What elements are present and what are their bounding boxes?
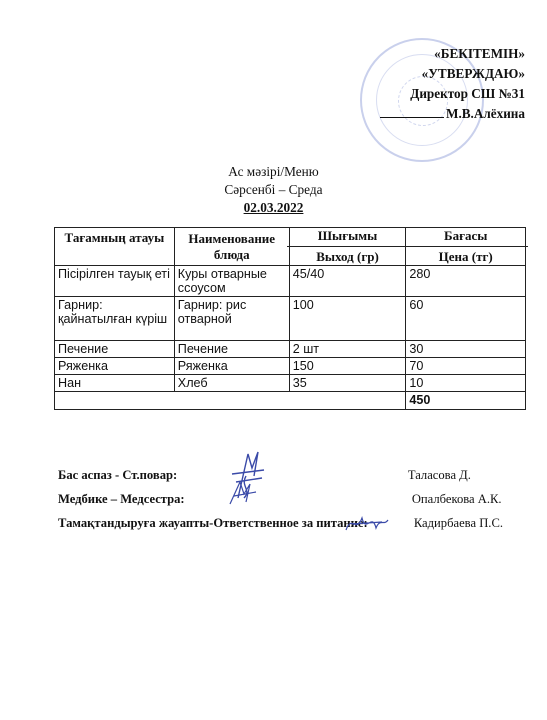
col-price [406, 228, 526, 266]
menu-table [54, 227, 526, 410]
row-price: 60 [406, 297, 526, 341]
row-name-ru: Куры отварные ссоусом [174, 266, 289, 297]
approval-org: «БЕКІТЕМІН» [434, 46, 525, 61]
signature-labels [58, 463, 368, 535]
chef-label: Бас аспаз - Ст.повар: [58, 468, 178, 482]
col-yield-kz: Шығымы [287, 228, 409, 247]
table-row [55, 375, 526, 392]
signature-names [408, 463, 503, 535]
total-spacer [55, 392, 406, 410]
resp-label: Тамақтандыруға жауапты-Ответственное за питание: [58, 516, 368, 530]
row-yield: 45/40 [289, 266, 406, 297]
row-name-ru: Гарнир: рис отварной [174, 297, 289, 341]
menu-date: 02.03.2022 [243, 200, 304, 215]
table-row [55, 297, 526, 341]
nurse-signature [226, 478, 266, 508]
approval-director: Директор СШ №31 [410, 86, 525, 101]
signature-blank [380, 105, 444, 118]
row-yield: 35 [289, 375, 406, 392]
row-price: 10 [406, 375, 526, 392]
col-yield [289, 228, 406, 266]
row-name-kz: Гарнир: қайнатылған күріш [55, 297, 175, 341]
row-price: 30 [406, 341, 526, 358]
row-yield: 2 шт [289, 341, 406, 358]
table-row [55, 341, 526, 358]
col-price-kz: Бағасы [403, 228, 528, 247]
approval-block [380, 44, 525, 124]
resp-signature [342, 508, 392, 538]
menu-title: Ас мәзірі/Меню [228, 164, 319, 179]
approval-director-name: М.В.Алёхина [446, 106, 525, 121]
menu-day: Сәрсенбі – Среда [224, 182, 323, 197]
table-row [55, 266, 526, 297]
nurse-label: Медбике – Медсестра: [58, 492, 185, 506]
menu-header [0, 163, 547, 217]
nurse-name: Опалбекова А.К. [411, 492, 502, 506]
row-yield: 150 [289, 358, 406, 375]
chef-name: Таласова Д. [407, 468, 471, 482]
row-yield: 100 [289, 297, 406, 341]
row-name-kz: Нан [55, 375, 175, 392]
row-name-ru: Хлеб [174, 375, 289, 392]
resp-name: Кадирбаева П.С. [413, 516, 503, 530]
table-header-row [55, 228, 526, 266]
total-value: 450 [406, 392, 526, 410]
table-row [55, 358, 526, 375]
row-price: 70 [406, 358, 526, 375]
total-row [55, 392, 526, 410]
approval-approve: «УТВЕРЖДАЮ» [421, 66, 525, 81]
row-name-ru: Ряженка [174, 358, 289, 375]
row-name-kz: Пісірілген тауық еті [55, 266, 175, 297]
row-name-kz: Ряженка [55, 358, 175, 375]
row-name-ru: Печение [174, 341, 289, 358]
row-name-kz: Печение [55, 341, 175, 358]
row-price: 280 [406, 266, 526, 297]
col-yield-ru: Выход (гр) [316, 249, 379, 264]
col-name-ru: Наименование блюда [174, 228, 289, 266]
col-price-ru: Цена (тг) [438, 249, 493, 264]
col-name-kz: Тағамның атауы [55, 228, 175, 266]
